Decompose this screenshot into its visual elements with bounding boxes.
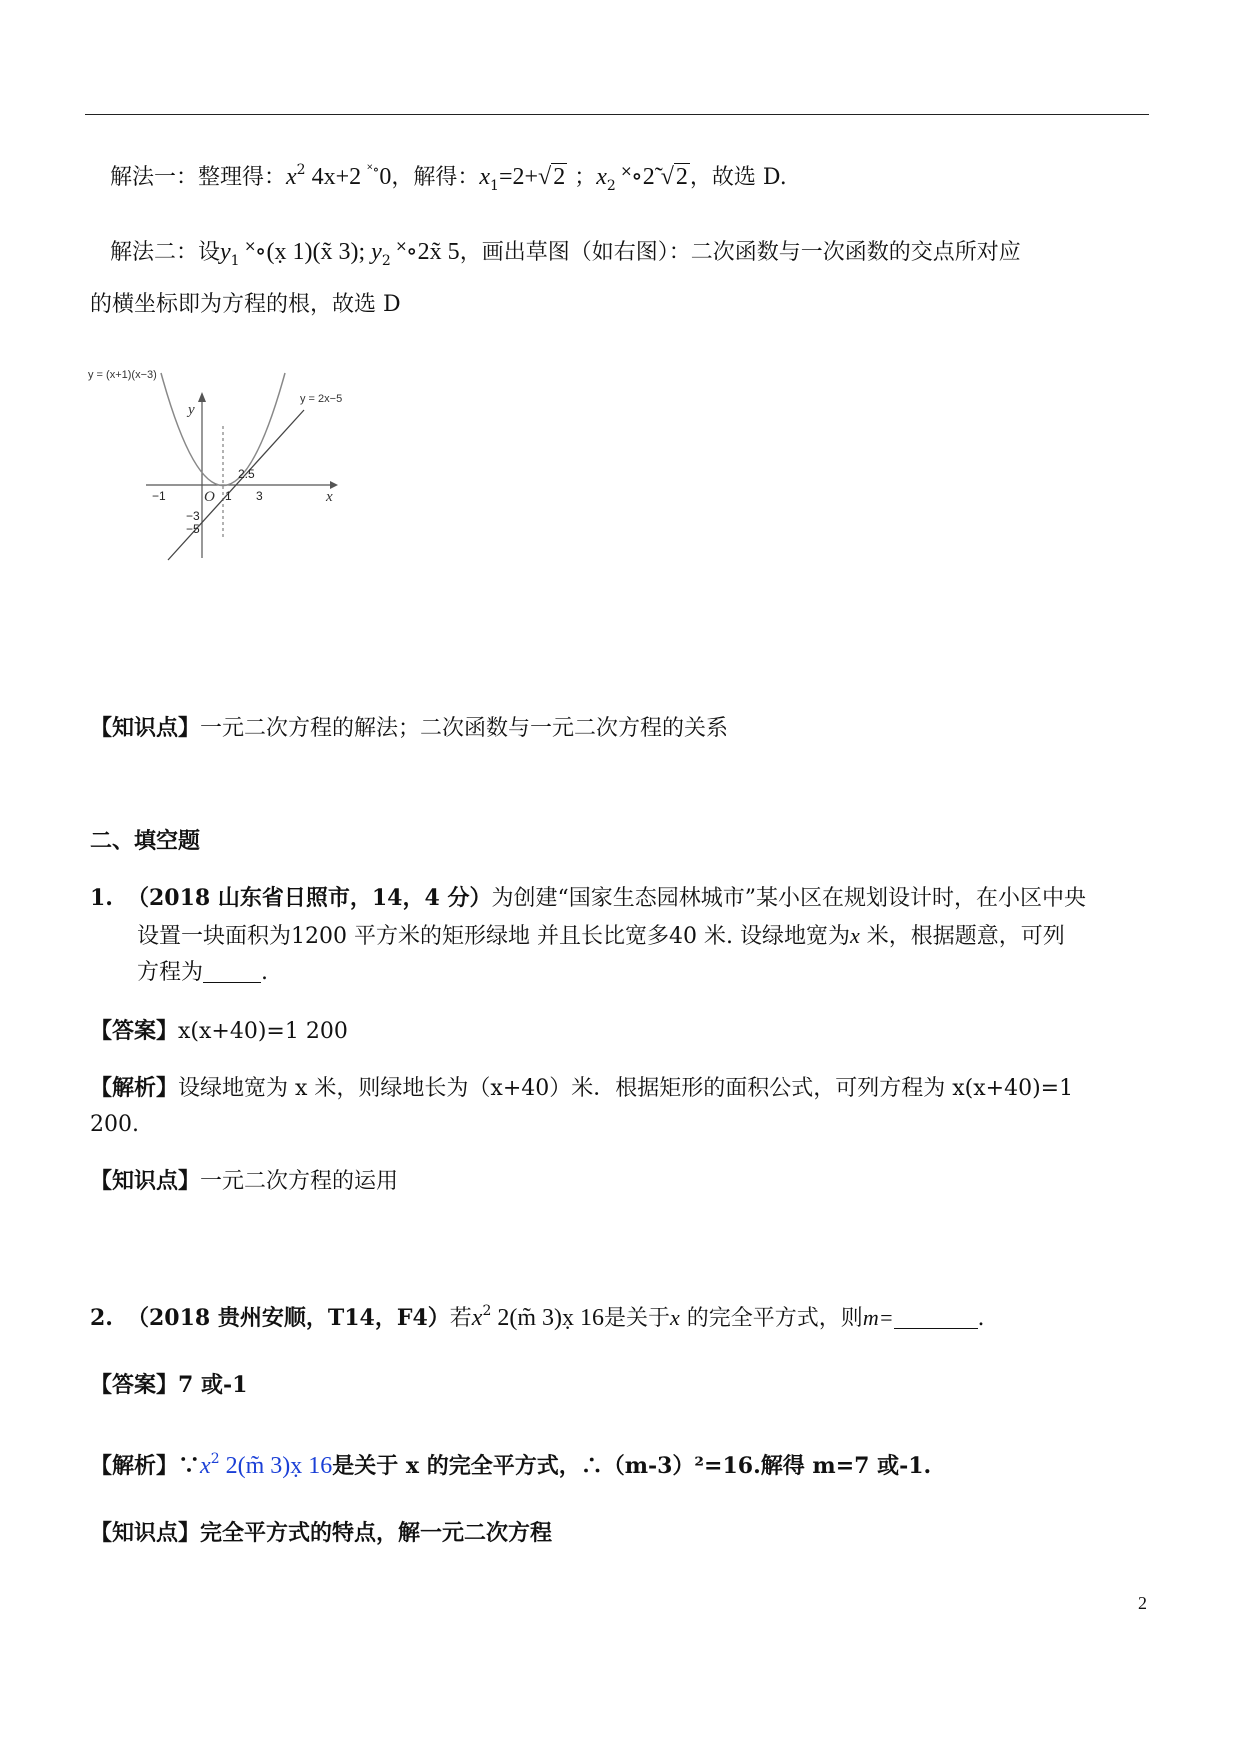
- q2-var: x: [670, 1305, 680, 1330]
- method1-line: [110, 155, 787, 201]
- section-title: 二、填空题: [90, 828, 201, 854]
- method2-y2-var: y: [365, 239, 382, 265]
- knowledge-tag: 【知识点】: [90, 715, 201, 741]
- method1-sep1: ，解得：: [391, 165, 480, 190]
- q2-analysis-expr-exp: 2: [210, 1451, 220, 1467]
- knowledge-tag: 【知识点】: [90, 1168, 201, 1194]
- q2-expr-exp: 2: [482, 1303, 492, 1319]
- method1-eq-x: x: [286, 164, 297, 190]
- q1-line2: [137, 921, 1065, 952]
- answer-tag: 【答案】: [90, 1372, 179, 1398]
- tick-y-neg5: −5: [186, 522, 200, 536]
- q1-source: （2018 山东省日照市，14，4 分）: [126, 885, 492, 911]
- tick-1: 1: [225, 489, 232, 503]
- q1-answer: [90, 1016, 348, 1047]
- q1-knowledge-text: 一元二次方程的运用: [200, 1169, 399, 1194]
- q1-answer-blank[interactable]: [203, 960, 261, 983]
- q1-answer-value: x(x+40)=1 200: [178, 1019, 348, 1044]
- q1-number: 1.: [90, 885, 113, 911]
- method1-x1-val: =2+: [498, 164, 539, 190]
- method1-x2-eq: ˟∘2̃: [615, 164, 661, 190]
- tick-3: 3: [256, 489, 263, 503]
- page-number: 2: [1138, 1593, 1147, 1613]
- method2-y1-var: y: [220, 239, 231, 265]
- q1-text1: 为创建“国家生态园林城市”某小区在规划设计时，在小区中央: [491, 886, 1086, 911]
- header-rule: [85, 114, 1149, 115]
- method2-label: 解法二：设: [110, 240, 221, 265]
- method2-y2-sub: 2: [381, 253, 391, 269]
- method1-x2-root: 2: [675, 164, 688, 190]
- method1-x1-var: x: [479, 164, 491, 190]
- q2-analysis-expr-x: x: [200, 1453, 211, 1479]
- q1-analysis-line1: [90, 1073, 1073, 1104]
- q1-knowledge: [90, 1166, 398, 1197]
- q2-answer-value: 7 或-1: [178, 1372, 248, 1398]
- method1-eq-zero: 0: [379, 164, 392, 190]
- q2-answer: [90, 1370, 247, 1400]
- method2-tail: ，画出草图（如右图）：二次函数与一次函数的交点所对应: [459, 240, 1021, 265]
- q2-m-var: m=: [862, 1305, 894, 1330]
- q2-number: 2.: [90, 1305, 113, 1331]
- method1-tail: ，故选 D.: [689, 165, 787, 190]
- method1-x2-sub: 2: [606, 178, 616, 194]
- q1-line3: [137, 958, 268, 988]
- answer-tag: 【答案】: [90, 1018, 179, 1044]
- q2-analysis-expr-rest: 2(m̃ 3)x̣ 16: [219, 1453, 333, 1479]
- sqrt-symbol: √: [538, 164, 552, 190]
- q2-tail: .: [977, 1306, 985, 1331]
- knowledge-tag: 【知识点】: [90, 1520, 201, 1546]
- x-axis-arrow: [330, 481, 338, 489]
- q1-text2: 设置一块面积为1200 平方米的矩形绿地 并且长比宽多40 米. 设绿地宽为: [137, 924, 850, 949]
- origin-label: O: [204, 489, 215, 505]
- q2-text: 是关于: [604, 1306, 671, 1331]
- line-label: y = 2x−5: [300, 393, 343, 405]
- q1-var-x: x: [849, 923, 860, 948]
- tick-2-5: 2.5: [238, 467, 255, 481]
- because-symbol: ∵: [178, 1453, 201, 1479]
- q2-line1: [90, 1296, 985, 1334]
- method1-x2-var: x: [596, 164, 607, 190]
- method1-label: 解法一：整理得：: [110, 165, 287, 190]
- y-axis-label: y: [188, 402, 195, 418]
- q2-pre: 若: [449, 1306, 472, 1331]
- method1-eq-sign: ˟∘: [367, 162, 380, 178]
- method1-x1-root: 2: [553, 164, 566, 190]
- q2-expr-x: x: [471, 1305, 483, 1331]
- q2-knowledge-text: 完全平方式的特点，解一元二次方程: [200, 1520, 553, 1546]
- method2-line2: 的横坐标即为方程的根，故选 D: [90, 292, 401, 317]
- method2-y1-sub: 1: [230, 253, 240, 269]
- q1-analysis-line2: 200.: [90, 1112, 139, 1137]
- q1-text3: 方程为: [137, 960, 204, 985]
- analysis-tag: 【解析】: [90, 1453, 179, 1479]
- q1-analysis-text: 设绿地宽为 x 米，则绿地长为（x+40）米．根据矩形的面积公式，可列方程为 x(x+40)=1: [178, 1076, 1074, 1101]
- tick-neg1: −1: [152, 489, 166, 503]
- q2-source: （2018 贵州安顺，T14，F4）: [126, 1305, 450, 1331]
- knowledge-text: 一元二次方程的解法；二次函数与一元二次方程的关系: [200, 716, 729, 741]
- sqrt-symbol: √: [660, 164, 674, 190]
- function-graph: [88, 368, 388, 568]
- x-axis-label: x: [326, 489, 333, 505]
- method2-y1-expr: ˟∘(x̣ 1)(x̃ 3);: [239, 239, 366, 265]
- method1-sep2: ；: [567, 165, 597, 190]
- curve-label: y = (x+1)(x−3): [88, 369, 157, 381]
- q2-answer-blank[interactable]: [894, 1306, 978, 1329]
- q2-analysis-tail: 是关于 x 的完全平方式，∴（m-3）²=16.解得 m=7 或-1.: [332, 1453, 932, 1479]
- q2-knowledge: [90, 1518, 552, 1548]
- method2-y2-expr: ˟∘2x̃ 5: [390, 239, 460, 265]
- q2-text-tail: 的完全平方式，则: [679, 1306, 863, 1331]
- q2-analysis: [90, 1444, 931, 1481]
- tick-y-neg3: −3: [186, 509, 200, 523]
- knowledge-point-1: [90, 713, 728, 744]
- method1-eq-rest: 4x+2: [305, 164, 368, 190]
- method1-x1-sub: 1: [490, 178, 499, 194]
- analysis-tag: 【解析】: [90, 1075, 179, 1101]
- y-axis-arrow: [198, 392, 206, 402]
- q2-expr-rest: 2(m̃ 3)x̣ 16: [491, 1305, 605, 1331]
- method2-line1: [110, 237, 1021, 276]
- method1-eq-exp: 2: [296, 162, 306, 178]
- q1-line1: [90, 883, 1086, 914]
- q1-text3-tail: .: [261, 960, 269, 985]
- q1-text2-tail: 米，根据题意，可列: [859, 924, 1065, 949]
